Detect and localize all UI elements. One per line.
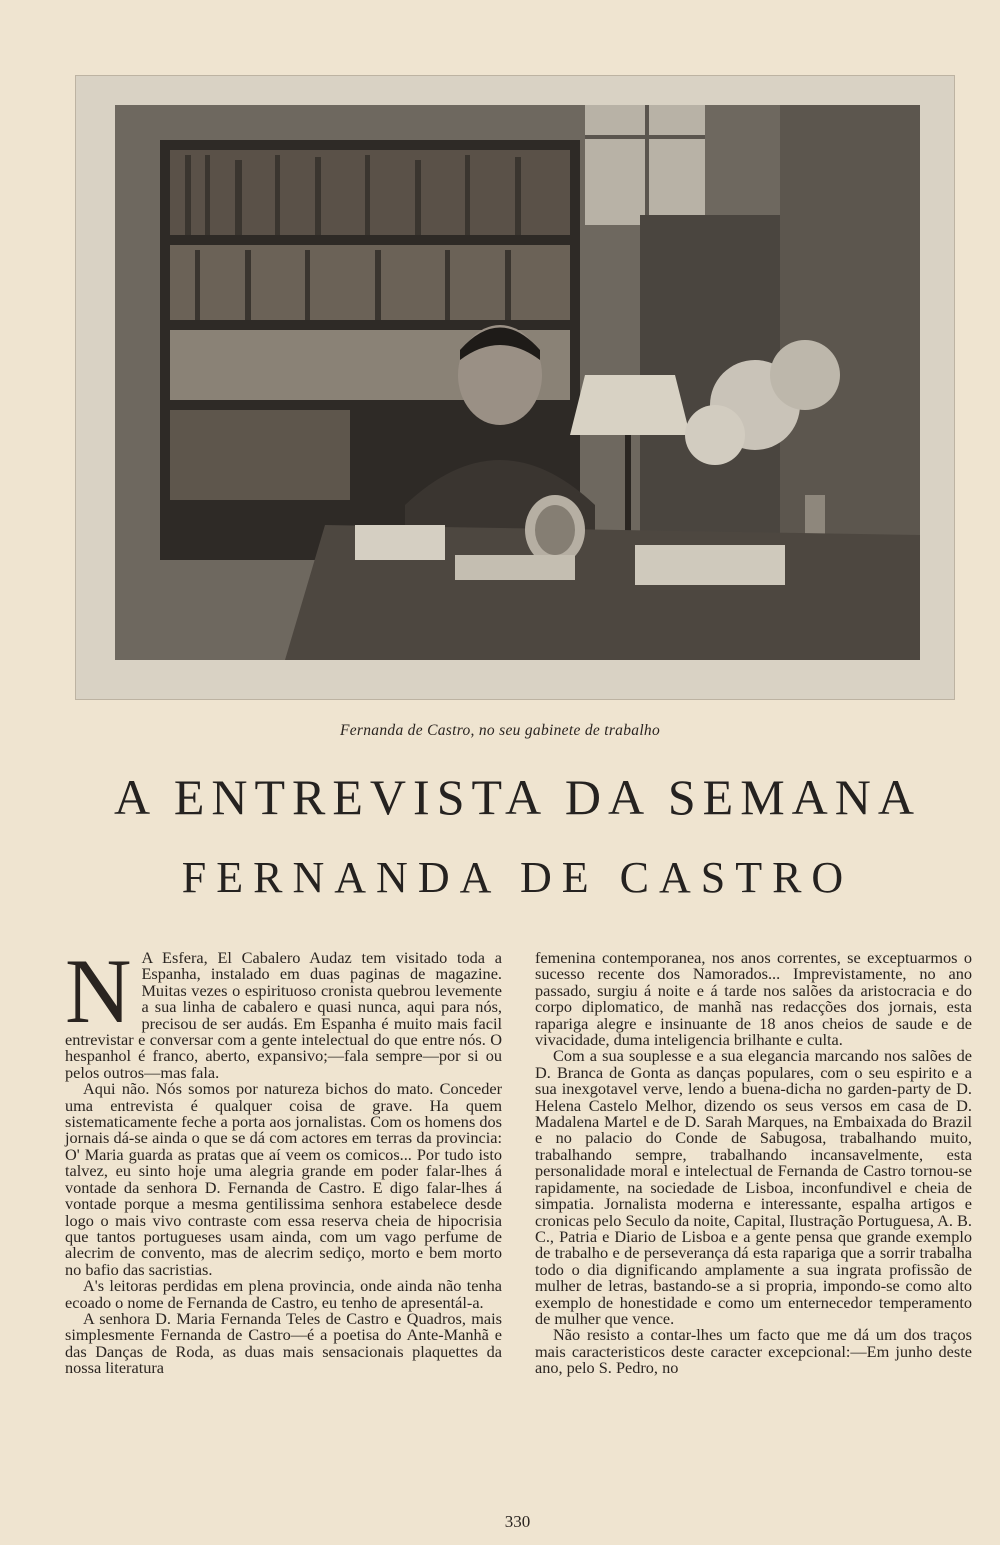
headline: A ENTREVISTA DA SEMANA <box>114 769 921 825</box>
photo-caption: Fernanda de Castro, no seu gabinete de trabalho <box>339 722 661 739</box>
page-number: 330 <box>504 1512 531 1531</box>
paragraph: femenina contemporanea, nos anos correntes, se exceptuarmos o sucesso recente dos Namorados... Imprevistamente, no ano passado, surgiu á noite e á tarde nos salões da aristocracia e do corpo diplomatico, de manhã nas redacções dos jornais, esta rapariga alegre e insinuante de 18 anos cheios de saude e de vivacidade, duma inteligencia brilhante e culta. <box>535 948 972 1050</box>
subhead: FERNANDA DE CASTRO <box>181 853 854 902</box>
paragraph: Aqui não. Nós somos por natureza bichos do mato. Conceder uma entrevista é qualquer coisa de grave. Ha quem sistematicamente feche a porta aos jornalistas. Com os homens dos jornais dá-se ainda o que se dá com actores em terras da provincia: O' Maria guarda as pratas que aí veem os comicos... Por tudo isto talvez, eu sinto hoje uma alegria grande em poder falar-lhes á vontade da senhora D. Fernanda de Castro. E digo falar-lhes á vontade porque a mesma gentilissima senhora estabelece desde logo o mais vivo contraste com essa reserva cheia de hipocrisia que tantos portugueses usam ainda, com um vago perfume de alecrim de convento, mas de alecrim sediço, morto e bem morto no bafio das sacristias. <box>65 1079 502 1279</box>
photo-illustration <box>115 105 920 660</box>
paragraph: Não resisto a contar-lhes um facto que me dá um dos traços mais caracteristicos deste caracter excepcional:—Em junho deste ano, pelo S. Pedro, no <box>535 1325 972 1378</box>
paragraph: A senhora D. Maria Fernanda Teles de Castro e Quadros, mais simplesmente Fernanda de Castro—é a poetisa do Ante-Manhã e das Danças de Roda, as duas mais sensacionais plaquettes da nossa literatura <box>65 1308 502 1378</box>
portrait-photo <box>115 105 920 660</box>
article-column-left <box>65 940 502 1378</box>
paragraph: A's leitoras perdidas em plena provincia, onde ainda não tenha ecoado o nome de Fernanda de Castro, eu tenho de apresentál-a. <box>65 1276 502 1312</box>
paragraph: N A Esfera, El Cabalero Audaz tem visitado toda a Espanha, instalado em duas paginas de magazine. Muitas vezes o espirituoso cronista quebrou levemente a sua linha de cabalero e quasi nunca, aqui para nós, precisou de ser audás. Em Espanha é muito mais facil entrevistar e conversar com a gente intelectual do que entre nós. O hespanhol é franco, aberto, expansivo;—fala sempre—por si ou pelos outros—mas fala. <box>65 940 502 1082</box>
paragraph: Com a sua souplesse e a sua elegancia marcando nos salões de D. Branca de Gonta as danças populares, com o seu espirito e a sua inexgotavel verve, lendo a buena-dicha no garden-party de D. Helena Castelo Melhor, dizendo os seus versos em casa de D. Madalena Martel e de D. Sarah Marques, na Embaixada do Brazil e no palacio do Conde de Sabugosa, trabalhando muito, trabalhando sempre, trabalhando incansavelmente, esta personalidade moral e intelectual de Fernanda de Castro tornou-se rapidamente, na sociedade de Lisboa, inconfundivel e cheia de simpatia. Jornalista moderna e interessante, espalha artigos e cronicas pelo Seculo da noite, Capital, Ilustração Portuguesa, A. B. C., Patria e Diario de Lisboa e a gente pensa que grande exemplo de trabalho e de perseverança dá esta rapariga que a sorrir trabalha todo o dia dignificando amplamente a sua ingrata profissão de mulher de letras, bastando-se a si propria, impondo-se como alto exemplo de honestidade e como um enternecedor temperamento de mulher que vence. <box>535 1046 972 1328</box>
drop-cap: N <box>65 940 132 1042</box>
article-column-right <box>535 950 972 1377</box>
